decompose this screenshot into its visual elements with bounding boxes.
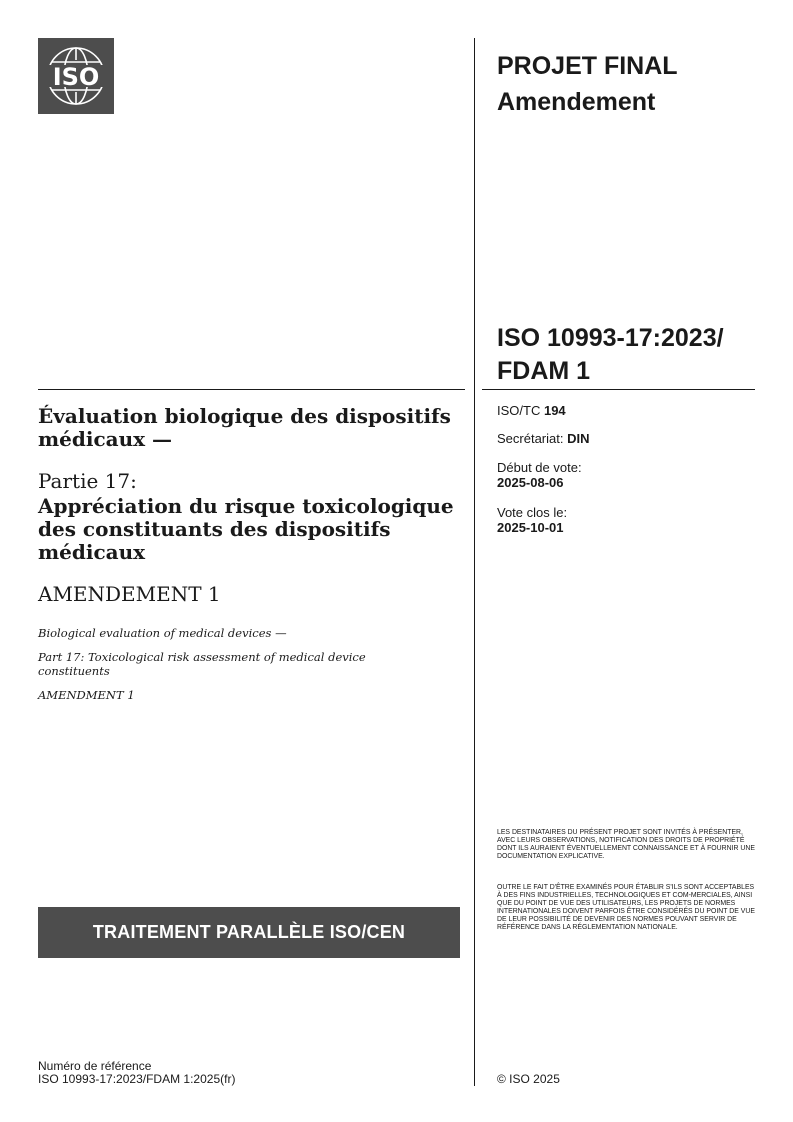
secretariat (497, 431, 590, 446)
amendment-label: AMENDEMENT 1 (38, 582, 221, 606)
part-title: Appréciation du risque toxicologique des constituants des dispositifs médicaux (38, 494, 454, 564)
vote-start-label: Début de vote: (497, 460, 582, 475)
iso-logo-text: ISO (52, 63, 100, 91)
reference-number (38, 1060, 235, 1086)
standard-number-line1: ISO 10993-17:2023/ (497, 324, 724, 352)
notice-paragraph-2: OUTRE LE FAIT D'ÊTRE EXAMINÉS POUR ÉTABLIR S'ILS SONT ACCEPTABLES À DES FINS INDUSTRIELLES, TECHNOLOGIQUES ET COM-MERCIALES, AINSI QUE DU POINT DE VUE DES UTILISATEURS, LES PROJETS DE NORMES INTERNATIONALES DOIVENT PARFOIS ÊTRE CONSIDÉRÉS DU POINT DE VUE DE LEUR POSSIBILITÉ DE DEVENIR DES NORMES POUVANT SERVIR DE RÉFÉRENCE DANS LA RÉGLEMENTATION NATIONALE. (497, 884, 755, 931)
globe-icon (38, 38, 114, 114)
technical-committee (497, 403, 566, 418)
reference-value: ISO 10993-17:2023/FDAM 1:2025(fr) (38, 1072, 236, 1086)
english-part-title: Part 17: Toxicological risk assessment of medical device constituents (38, 650, 366, 678)
part-label: Partie 17: (38, 469, 137, 493)
doc-type: Amendement (497, 88, 656, 116)
vote-end-label: Vote clos le: (497, 505, 568, 520)
vote-end (497, 505, 567, 535)
english-main-title: Biological evaluation of medical devices — (38, 626, 287, 640)
secretariat-label: Secrétariat: (497, 431, 564, 446)
main-title: Évaluation biologique des dispositifs médicaux — (38, 404, 451, 451)
vote-start-value: 2025-08-06 (497, 475, 564, 490)
iso-logo (38, 38, 114, 114)
document-stage-heading (497, 48, 678, 120)
notice-paragraph-1: LES DESTINATAIRES DU PRÉSENT PROJET SONT INVITÉS À PRÉSENTER, AVEC LEURS OBSERVATIONS, NOTIFICATION DES DROITS DE PROPRIÉTÉ DONT ILS AURAIENT ÉVENTUELLEMENT CONNAISSANCE ET À FOURNIR UNE DOCUMENTATION EXPLICATIVE. (497, 829, 755, 860)
column-divider (474, 38, 475, 1086)
copyright: © ISO 2025 (497, 1072, 560, 1086)
tc-value: 194 (543, 403, 566, 418)
standard-number (497, 322, 724, 388)
doc-stage: PROJET FINAL (497, 52, 678, 80)
secretariat-value: DIN (567, 431, 590, 446)
left-rule (38, 389, 465, 390)
vote-start (497, 460, 582, 490)
parallel-processing-banner: TRAITEMENT PARALLÈLE ISO/CEN (38, 907, 460, 958)
tc-label: ISO/TC (497, 403, 541, 418)
reference-label: Numéro de référence (38, 1059, 152, 1073)
english-amendment: AMENDMENT 1 (38, 688, 135, 702)
standard-number-line2: FDAM 1 (497, 357, 591, 385)
vote-end-value: 2025-10-01 (497, 520, 564, 535)
right-rule (482, 389, 755, 390)
